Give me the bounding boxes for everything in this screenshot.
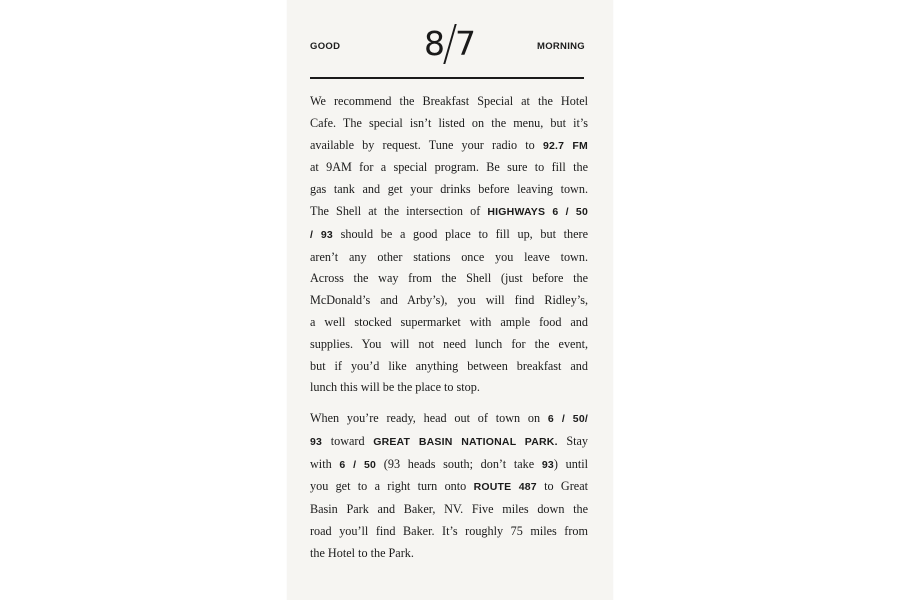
text-segment: Stay xyxy=(557,433,588,448)
text-segment: aren’t any other stations once you leave town. xyxy=(310,249,588,264)
text-segment: the Hotel to the Park. xyxy=(310,545,414,560)
date-month: 8 xyxy=(424,24,445,63)
greeting-left: GOOD xyxy=(310,41,341,52)
text-line xyxy=(310,543,588,565)
keyword-highlight: 6 / 50/ xyxy=(547,413,588,425)
keyword-highlight: 92.7 FM xyxy=(542,139,588,152)
text-segment: with xyxy=(310,456,340,471)
text-segment: you get to a right turn onto xyxy=(310,479,474,494)
text-line xyxy=(310,454,588,477)
text-line xyxy=(310,499,588,521)
greeting-right: MORNING xyxy=(536,41,585,52)
keyword-highlight: HIGHWAYS 6 / 50 xyxy=(487,205,588,218)
text-line xyxy=(310,431,588,454)
text-line xyxy=(310,521,588,543)
text-line xyxy=(310,135,588,158)
text-segment: supplies. You will not need lunch for the event, xyxy=(310,336,588,351)
text-line xyxy=(310,224,588,247)
text-segment: road you’ll find Baker. It’s roughly 75 miles from xyxy=(310,523,588,538)
text-line xyxy=(310,268,588,290)
text-segment: (93 heads south; don’t take xyxy=(376,456,542,471)
text-line xyxy=(310,334,588,356)
text-segment: available by request. Tune your radio to xyxy=(310,137,543,152)
text-segment: at 9AM for a special program. Be sure to fill the xyxy=(310,160,588,175)
text-line xyxy=(310,408,588,431)
text-segment: toward xyxy=(322,433,374,448)
text-segment: lunch this will be the place to stop. xyxy=(310,380,480,395)
keyword-highlight: / 93 xyxy=(310,228,333,241)
text-segment: The Shell at the intersection of xyxy=(310,203,488,218)
keyword-highlight: 6 / 50 xyxy=(339,458,377,471)
text-line xyxy=(310,91,588,113)
keyword-highlight: GREAT BASIN NATIONAL PARK. xyxy=(373,435,558,448)
text-segment: ) until xyxy=(553,456,588,471)
text-line xyxy=(310,157,588,179)
keyword-highlight: 93 xyxy=(541,458,554,471)
text-segment: should be a good place to fill up, but there xyxy=(332,226,588,241)
text-segment: Cafe. The special isn’t listed on the menu, but it’s xyxy=(310,115,588,130)
text-line xyxy=(310,247,588,269)
text-segment: When you’re ready, head out of town on xyxy=(310,411,548,425)
paragraph-directions xyxy=(310,408,588,565)
text-line xyxy=(310,356,588,378)
text-line xyxy=(310,312,588,334)
text-segment: to Great xyxy=(536,479,588,494)
text-segment: McDonald’s and Arby’s), you will find Ridley’s, xyxy=(310,293,588,308)
text-segment: Basin Park and Baker, NV. Five miles down the xyxy=(310,502,588,517)
date-day: 7 xyxy=(455,24,476,63)
text-segment: but if you’d like anything between breakfast and xyxy=(310,358,588,373)
text-segment: a well stocked supermarket with ample food and xyxy=(310,314,588,329)
text-line xyxy=(310,290,588,312)
text-segment: We recommend the Breakfast Special at the Hotel xyxy=(310,94,588,108)
text-segment: Across the way from the Shell (just before the xyxy=(310,271,588,286)
text-line xyxy=(310,201,588,224)
text-line xyxy=(310,377,588,399)
paragraph-breakfast xyxy=(310,91,588,399)
text-segment: gas tank and get your drinks before leaving town. xyxy=(310,182,588,197)
itinerary-card xyxy=(287,0,613,600)
text-line xyxy=(310,476,588,499)
text-line xyxy=(310,179,588,201)
header-divider xyxy=(310,77,584,79)
keyword-highlight: ROUTE 487 xyxy=(473,481,537,494)
keyword-highlight: 93 xyxy=(310,435,323,448)
text-line xyxy=(310,113,588,135)
